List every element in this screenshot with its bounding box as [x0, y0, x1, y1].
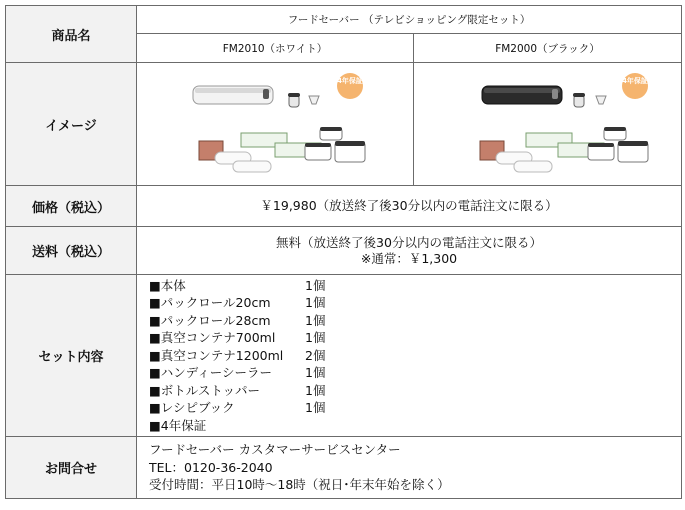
product-title: フードセーバー （テレビショッピング限定セット） [137, 6, 682, 34]
warranty-badge-white: 4年保証 [337, 73, 363, 99]
set-item-name: ■ボトルストッパー [149, 382, 261, 398]
product-name-label: 商品名 [6, 6, 137, 63]
set-item-qty: 1個 [305, 365, 326, 381]
set-item-name: ■真空コンテナ700ml [149, 330, 276, 346]
set-item [149, 312, 681, 330]
set-item-qty: 1個 [305, 277, 326, 293]
set-item-qty: 1個 [305, 312, 326, 328]
shipping-value [137, 227, 682, 275]
product-image-white [137, 64, 414, 185]
contact-line-1: フードセーバー カスタマーサービスセンター [149, 442, 401, 458]
image-label: イメージ [6, 63, 137, 186]
set-contents-list [137, 275, 682, 437]
shipping-line-1: 無料（放送終了後30分以内の電話注文に限る） [276, 234, 542, 250]
shipping-label: 送料（税込） [6, 227, 137, 275]
set-item-name: ■ハンディーシーラー [149, 365, 273, 381]
variant-black-label: FM2000（ブラック） [414, 34, 682, 63]
set-item-name: ■4年保証 [149, 417, 207, 433]
set-contents-label: セット内容 [6, 275, 137, 437]
set-item-name: ■レシピブック [149, 400, 235, 416]
contact-hours: 受付時間：平日10時～18時（祝日･年末年始を除く） [149, 477, 450, 493]
price-label: 価格（税込） [6, 186, 137, 227]
shipping-line-2: ※通常：￥1,300 [360, 250, 458, 266]
set-item-name: ■パックロール28cm [149, 312, 271, 328]
product-spec-table [5, 5, 682, 499]
set-item [149, 364, 681, 382]
price-value: ￥19,980（放送終了後30分以内の電話注文に限る） [137, 186, 682, 227]
set-item [149, 399, 681, 417]
contact-label: お問合せ [6, 437, 137, 499]
set-item-name: ■真空コンテナ1200ml [149, 347, 284, 363]
set-item [149, 294, 681, 312]
set-item-qty: 1個 [305, 400, 326, 416]
set-item [149, 329, 681, 347]
set-item [149, 417, 681, 435]
contact-info [137, 437, 682, 499]
variant-white-label: FM2010（ホワイト） [137, 34, 414, 63]
set-item-qty: 1個 [305, 330, 326, 346]
set-item [149, 347, 681, 365]
set-item-name: ■本体 [149, 277, 186, 293]
product-image-black-cell [414, 63, 682, 186]
contact-phone: TEL：0120-36-2040 [149, 459, 273, 475]
product-image-white-cell [137, 63, 414, 186]
warranty-badge-black: 4年保証 [622, 73, 648, 99]
set-item [149, 277, 681, 295]
set-item [149, 382, 681, 400]
set-item-qty: 1個 [305, 382, 326, 398]
set-item-qty: 2個 [305, 347, 326, 363]
set-item-name: ■パックロール20cm [149, 295, 271, 311]
set-item-qty: 1個 [305, 295, 326, 311]
